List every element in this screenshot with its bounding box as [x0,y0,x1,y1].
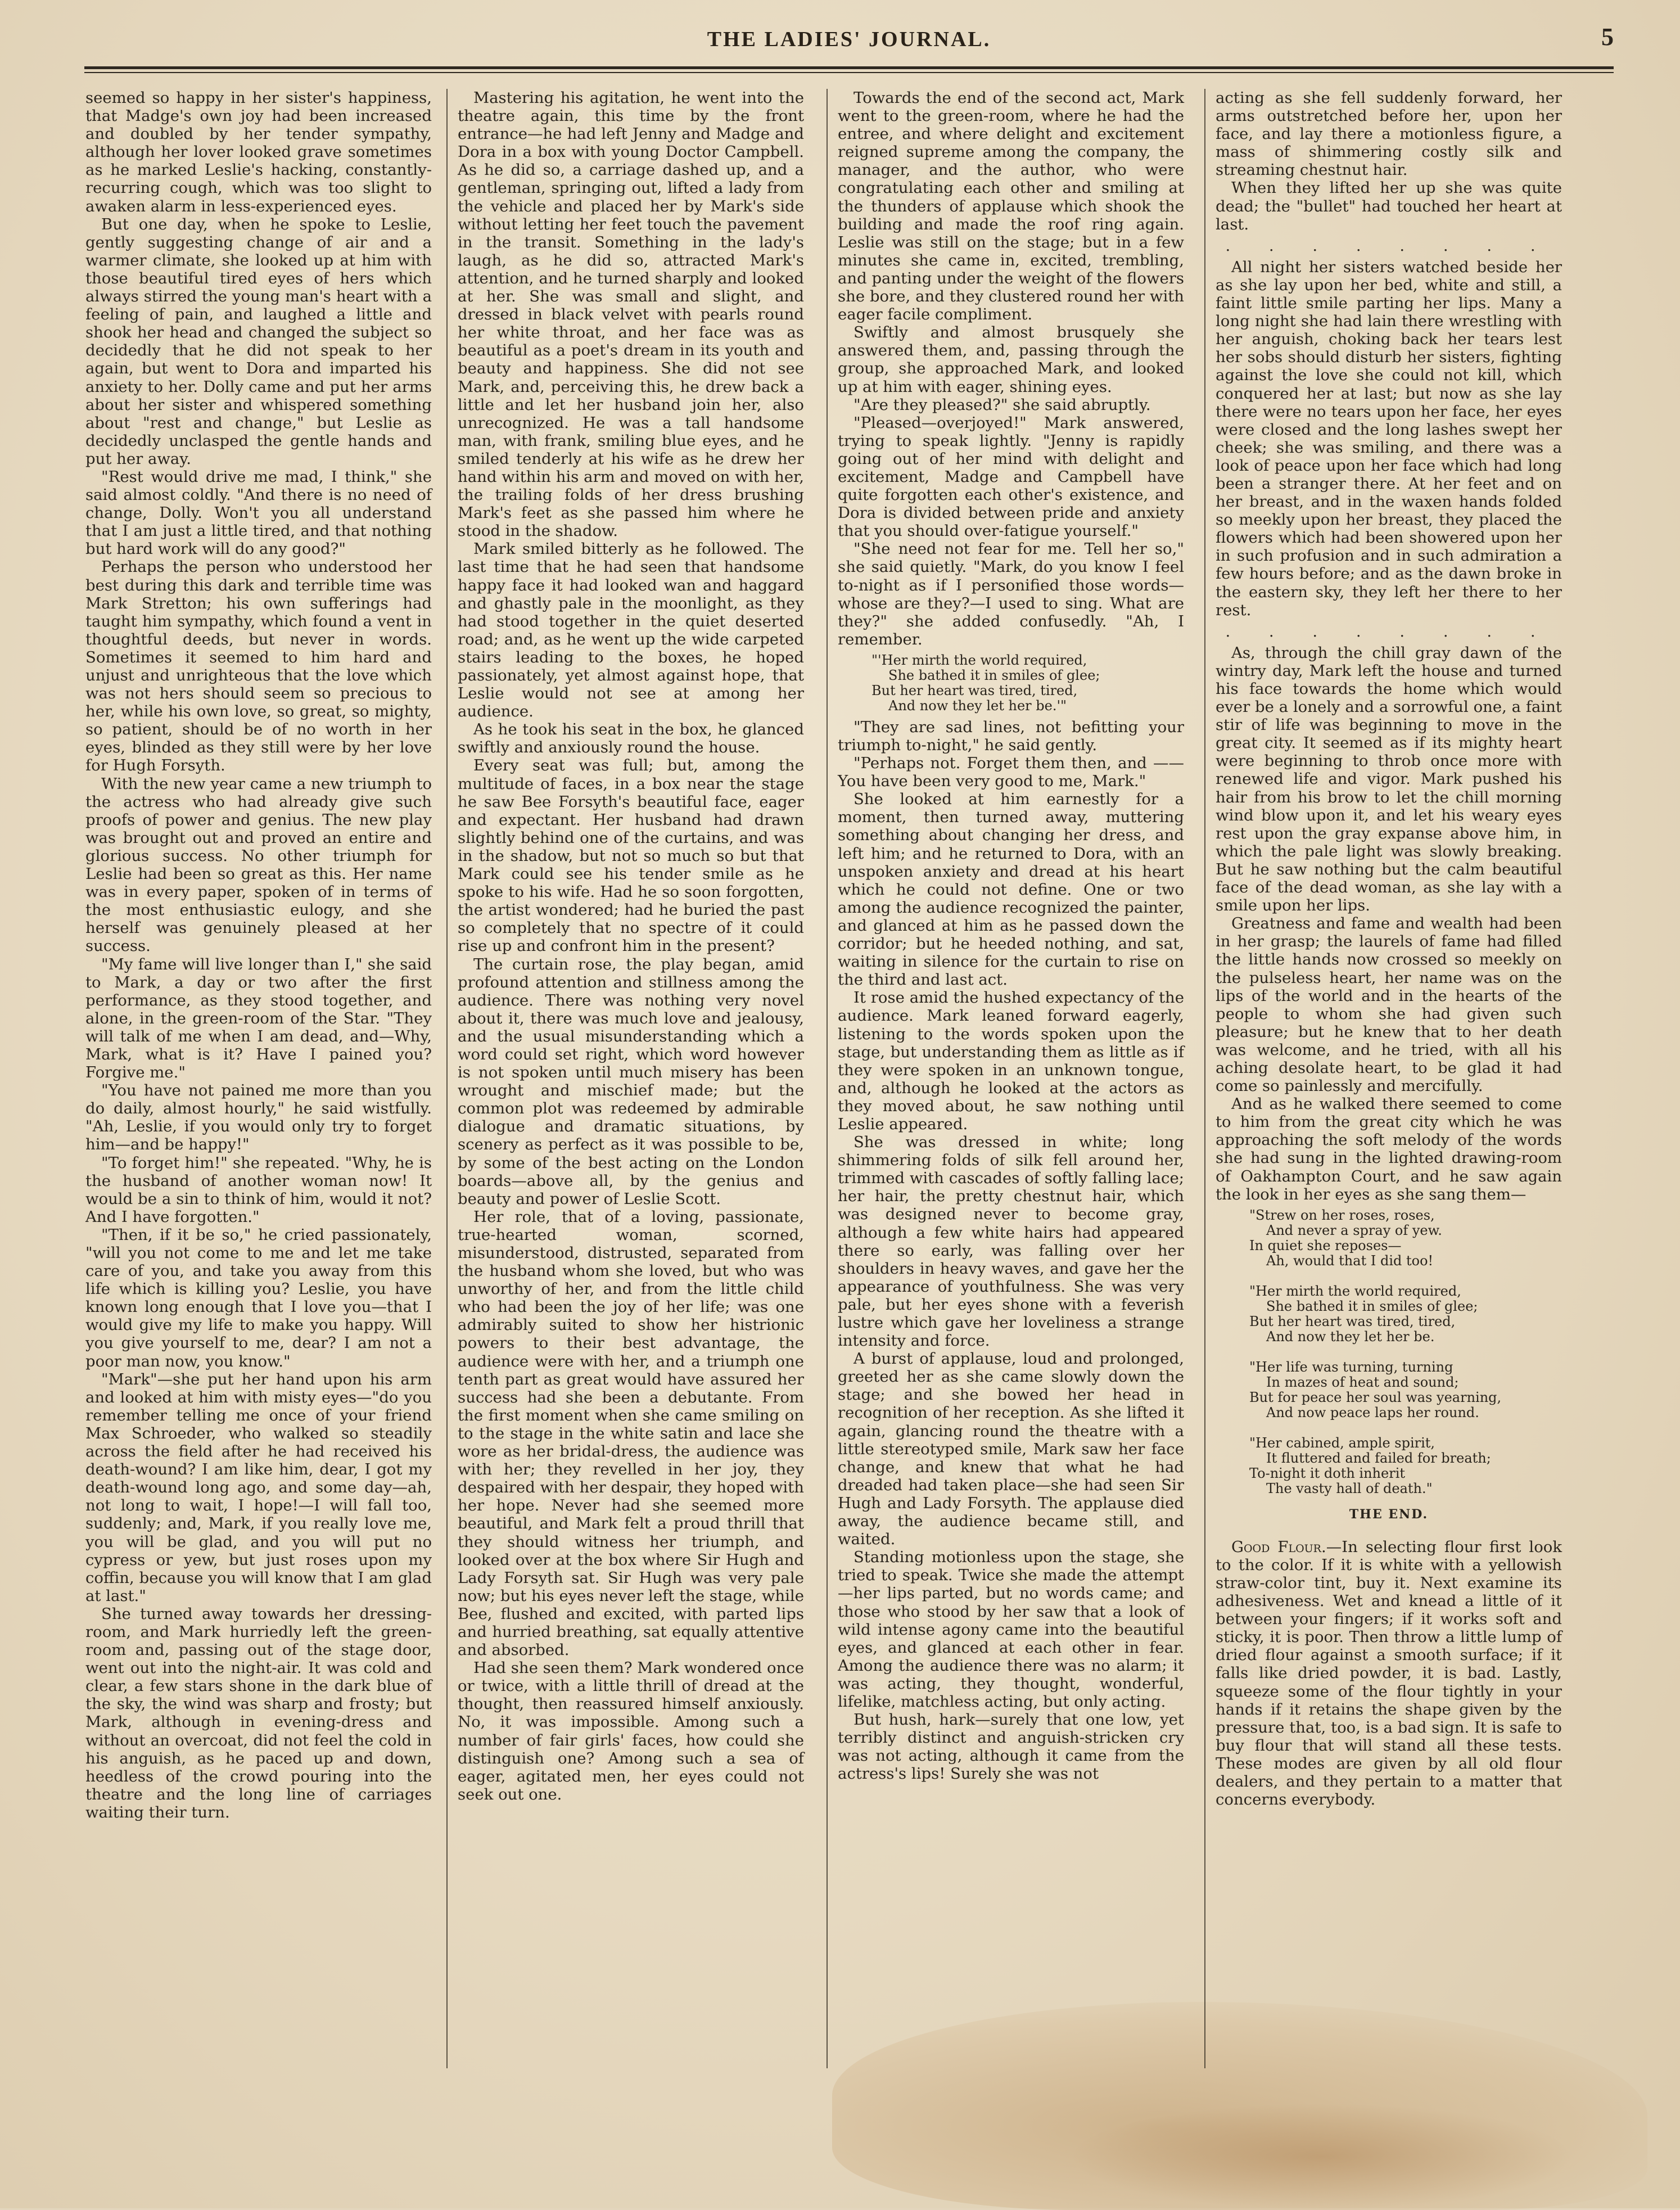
flour-article [1216,1538,1562,1808]
column-1 [85,89,432,1821]
article-heading: Good Flour. [1231,1537,1326,1556]
paragraph: "Are they pleased?" she said abruptly. [853,395,1151,414]
paragraph: "They are sad lines, not befitting your triumph to-night," he said gently. [838,718,1184,754]
verse-line: But her heart was tired, tired, [1249,1313,1456,1329]
header-rule-thin [84,72,1614,73]
paragraph: "Pleased—overjoyed!" Mark answered, trying to speak lightly. "Jenny is rapidly going out of her mind with delight and excitement, Madge and Campbell have quite forgotten each other's existence, and Dora is divided between pride and anxiety that you should over-fatigue yourself." [838,413,1184,540]
verse-line: "'Her mirth the world required, [871,652,1087,668]
paragraph: Swiftly and almost brusquely she answered them, and, passing through the group, she approached Mark, and looked up at him with eager, shining eyes. [838,323,1184,396]
verse-line: And now they let her be. [1266,1328,1435,1345]
paragraph: Towards the end of the second act, Mark went to the green-room, where he had the entree, and where delight and excitement reigned supreme among the company, the manager, and the author, who were congratulating each other and smiling at the thunders of applause which shook the building and made the roof ring again. Leslie was still on the stage; but in a few minutes she came in, excited, trembling, and panting under the weight of the flowers she bore, and they clustered round her with eager facile compliment. [838,89,1184,324]
paragraph: As, through the chill gray dawn of the wintry day, Mark left the house and turned his face towards the home which would ever be a lonely and a sorrowful one, a faint stir of life was beginning to move in the great city. It seemed as if its mighty heart were beginning to throb once more with renewed life and vigor. Mark pushed his hair from his brow to let the chill morning wind blow upon it, and let his weary eyes rest upon the gray expanse above him, in which the pale light was slowly breaking. But he saw nothing but the calm beautiful face of the dead woman, as she lay with a smile upon her lips. [1216,643,1562,915]
verse-line: It fluttered and failed for breath; [1266,1450,1491,1466]
header-rule [84,66,1614,69]
column-divider [446,89,448,2068]
paragraph: Every seat was full; but, among the multitude of faces, in a box near the stage he saw Bee Forsyth's beautiful face, eager and expectant. Her husband had drawn slightly behind one of the curtains, and was in the shadow, but not so much so but that Mark could see his tender smile as he spoke to his wife. Had he so soon forgotten, the artist wondered; had he buried the past so completely that no spectre of it could rise up and confront him in the present? [458,756,804,955]
verse-line: In quiet she reposes— [1249,1237,1402,1253]
verse-line: And now they let her be.'" [888,697,1067,714]
paragraph: "My fame will live longer than I," she said to Mark, a day or two after the first performance, as they stood together, and alone, in the green-room of the Star. "They will talk of me when I am dead, and—Why, Mark, what is it? Have I pained you? Forgive me." [85,955,432,1082]
paragraph: "Then, if it be so," he cried passionately, "will you not come to me and let me take care of you, and take you away from this life which is killing you? Leslie, you have known long enough that I love you—that I would give my life to make you happy. Will you give yourself to me, dear? I am not a poor man now, you know." [85,1225,432,1370]
paragraph: acting as she fell suddenly forward, her arms outstretched before her, upon her face, and lay there a motionless figure, a mass of shimmering costly silk and streaming chestnut hair. [1216,89,1562,179]
paragraph: "Perhaps not. Forget them then, and —— You have been very good to me, Mark." [838,754,1184,791]
paragraph: "You have not pained me more than you do daily, almost hourly," he said wistfully. "Ah, Leslie, if you would only try to forget him—and be happy!" [85,1081,432,1154]
column-divider [827,89,828,2068]
paragraph: And as he walked there seemed to come to him from the great city which he was approaching the soft melody of the words she had sung in the lighted drawing-room of Oakhampton Court, and he saw again the look in her eyes as she sang them— [1216,1095,1562,1203]
poem [1249,1208,1562,1496]
paragraph: She was dressed in white; long shimmering folds of silk fell around her, trimmed with cascades of softly falling lace; her hair, the pretty chestnut hair, which was designed never to become gray, although a few white hairs had appeared there so early, was falling over her shoulders in heavy waves, and gave her the appearance of youthfulness. She was very pale, but her eyes shone with a feverish lustre which gave her loveliness a strange intensity and force. [838,1133,1184,1350]
verse-line: And now peace laps her round. [1266,1404,1479,1420]
paragraph: Mastering his agitation, he went into the theatre again, this time by the front entrance—he had left Jenny and Madge and Dora in a box with young Doctor Campbell. As he did so, a carriage dashed up, and a gentleman, springing out, lifted a lady from the vehicle and placed her by Mark's side without letting her feet touch the pavement in the transit. Something in the lady's laugh, as he did so, attracted Mark's attention, and he turned sharply and looked at her. She was small and slight, and dressed in black velvet with pearls round her white throat, and her face was as beautiful as a poet's dream in its youth and beauty and happiness. She did not see Mark, and, perceiving this, he drew back a little and let her husband join her, also unrecognized. He was a tall handsome man, with frank, smiling blue eyes, and he smiled tenderly at his wife as he drew her hand within his arm and moved on with her, the trailing folds of her dress brushing Mark's feet as she passed him where he stood in the shadow. [458,89,804,540]
verse-line: "Her mirth the world required, [1249,1283,1461,1299]
paragraph: "She need not fear for me. Tell her so," she said quietly. "Mark, do you know I feel to-night as if I personified those words—whose are they?—I used to sing. What are they?" she added confusedly. "Ah, I remember. [838,540,1184,648]
verse-line: She bathed it in smiles of glee; [888,667,1100,683]
paragraph: But one day, when he spoke to Leslie, gently suggesting change of air and a warmer climate, she looked up at him with those beautiful tired eyes of hers which always stirred the young man's heart with a feeling of pain, and laughed a little and shook her head and changed the subject so decidedly that he did not speak to her again, but went to Dora and imparted his anxiety to her. Dolly came and put her arms about her sister and whispered something about "rest and change," but Leslie as decidedly unclasped the gentle hands and put her away. [85,215,432,468]
verse-line: "Her cabined, ample spirit, [1249,1435,1435,1451]
verse-line: "Strew on her roses, roses, [1249,1207,1435,1223]
paragraph: Perhaps the person who understood her best during this dark and terrible time was Mark Stretton; his own sufferings had taught him sympathy, which found a vent in thoughtful deeds, but never in words. Sometimes it seemed to him hard and unjust and unrighteous that the love which was not hers should seem so precious to her, while his own love, so great, so mighty, so patient, should be of no worth in her eyes, blinded as they still were by her love for Hugh Forsyth. [85,558,432,775]
verse-line: And never a spray of yew. [1266,1222,1442,1238]
paragraph: She turned away towards her dressing-room, and Mark hurriedly left the green-room and, passing out of the stage door, went out into the night-air. It was cold and clear, a few stars shone in the dark blue of the sky, the wind was sharp and frosty; but Mark, although in evening-dress and without an overcoat, did not feel the cold in his anguish, as he paced up and down, heedless of the crowd pouring into the theatre and the long line of carriages waiting their turn. [85,1604,432,1821]
paragraph: "To forget him!" she repeated. "Why, he is the husband of another woman now! It would be a sin to think of him, would it not? And I have forgotten." [85,1153,432,1226]
article-body: —In selecting flour first look to the color. If it is white with a yellowish straw-color tint, buy it. Next examine its adhesiveness. Wet and knead a little of it between your fingers; if it works soft and sticky, it is poor. Then throw a little lump of dried flour against a smooth surface; if it falls like dried powder, it is bad. Lastly, squeeze some of the flour tightly in your hands if it retains the shape given by the pressure that, too, is a bad sign. It is safe to buy flour that will stand all these tests. These modes are given by all old flour dealers, and they pertain to a matter that concerns everybody. [1216,1537,1562,1809]
paragraph: Had she seen them? Mark wondered once or twice, with a little thrill of dread at the thought, then reassured himself anxiously. No, it was impossible. Among such a number of fair girls' faces, how could she distinguish one? Among such a sea of eager, agitated men, her eyes could not seek out one. [458,1659,804,1803]
paragraph: She looked at him earnestly for a moment, then turned away, muttering something about changing her dress, and left him; and he returned to Dora, with an unspoken anxiety and dread at his heart which he could not define. One or two among the audience recognized the painter, and glanced at him as he passed down the corridor; but he heeded nothing, and sat, waiting in silence for the curtain to rise on the third and last act. [838,790,1184,989]
column-4 [1216,89,1562,1808]
verse-line: She bathed it in smiles of glee; [1266,1298,1478,1314]
paragraph: "Rest would drive me mad, I think," she said almost coldly. "And there is no need of change, Dolly. Won't you all understand that I am just a little tired, and that nothing but hard work will do any good?" [85,467,432,558]
paragraph: But hush, hark—surely that one low, yet terribly distinct and anguish-stricken cry was not acting, although it came from the actress's lips! Surely she was not [838,1711,1184,1783]
page-header [84,22,1614,62]
paragraph: Her role, that of a loving, passionate, true-hearted woman, scorned, misunderstood, distrusted, separated from the husband whom she loved, but who was unworthy of her, and from the little child who had been the joy of her life; was one admirably suited to show her histrionic powers to their best advantage, the audience were with her, and a triumph one tenth part as great would have assured her success had she been a debutante. From the first moment when she came smiling on to the stage in the white satin and lace she wore as her bridal-dress, the audience was with her; they revelled in her joy, they despaired with her despair, they hoped with her hope. Never had she seemed more beautiful, and Mark felt a proud thrill that they should witness her triumph, and looked over at the box where Sir Hugh and Lady Forsyth sat. Sir Hugh was very pale now; but his eyes never left the stage, while Bee, flushed and excited, with parted lips and hurried breathing, sat equally attentive and absorbed. [458,1207,804,1659]
verse-line: Ah, would that I did too! [1266,1252,1434,1269]
verse-quote [871,653,1184,714]
story-end-marker: THE END. [1349,1507,1429,1522]
paragraph: Standing motionless upon the stage, she tried to speak. Twice she made the attempt—her lips parted, but no words came; and those who stood by her saw that a look of wild intense agony came into the beautiful eyes, and glanced at each other in fear. Among the audience there was no alarm; it was acting, they thought, wonderful, lifelike, matchless acting, but only acting. [838,1548,1184,1711]
verse-line: To-night it doth inherit [1249,1465,1406,1481]
journal-title: THE LADIES' JOURNAL. [707,28,991,51]
paragraph: The curtain rose, the play began, amid profound attention and stillness among the audience. There was nothing very novel about it, there was much love and jealousy, and the usual misunderstanding which a word could set right, which word however is not spoken until much misery has been wrought and mischief made; but the common plot was redeemed by admirable dialogue and dramatic situations, by scenery as perfect as it was possible to be, by some of the best acting on the London boards—above all, by the genius and beauty and power of Leslie Scott. [458,955,804,1208]
paragraph: "Mark"—she put her hand upon his arm and looked at him with misty eyes—"do you remember telling me once of your friend Max Schroeder, who walked so steadily across the field after he had received his death-wound? I am like him, dear, I got my death-wound long ago, and some day—ah, not long to wait, I hope!—I will fall too, suddenly; and, Mark, if you really love me, you will be glad, and you will put no cypress or yew, but just roses upon my coffin, because you will know that I am glad at last." [85,1370,432,1605]
section-break: . . . . . . . . [1225,236,1552,255]
water-stain-dark [1068,2103,1574,2210]
column-3 [838,89,1184,1783]
column-divider [1204,89,1205,2068]
section-break: . . . . . . . . [1225,622,1552,641]
paragraph: With the new year came a new triumph to the actress who had already give such proofs of power and genius. The new play was brought out and proved an entire and glorious success. No other triumph for Leslie had been so great as this. Her name was in every paper, spoken of in terms of the most enthusiastic eulogy, and she herself was genuinely pleased at her success. [85,774,432,955]
paragraph: seemed so happy in her sister's happiness, that Madge's own joy had been increased and doubled by her tender sympathy, although her lover looked grave sometimes as he marked Leslie's hacking, constantly-recurring cough, which was too slight to awaken alarm in less-experienced eyes. [85,89,432,215]
paragraph: As he took his seat in the box, he glanced swiftly and anxiously round the house. [458,720,804,757]
verse-line: The vasty hall of death." [1266,1480,1433,1496]
verse-line: "Her life was turning, turning [1249,1359,1453,1375]
paragraph: Greatness and fame and wealth had been in her grasp; the laurels of fame had filled the little hands now crossed so meekly on the pulseless heart, her name was on the lips of the world and in the hearts of the people to whom she had given such pleasure; but he knew that to her death was welcome, and he tried, with all his aching desolate heart, to be glad it had come so painlessly and mercifully. [1216,914,1562,1095]
paragraph: Mark smiled bitterly as he followed. The last time that he had seen that handsome happy face it had looked wan and haggard and ghastly pale in the moonlight, as they had stood together in the quiet deserted road; and, as he went up the wide carpeted stairs leading to the boxes, he hoped passionately, yet almost against hope, that Leslie would not see at among her audience. [458,540,804,721]
verse-line: But for peace her soul was yearning, [1249,1389,1502,1405]
paragraph: A burst of applause, loud and prolonged, greeted her as she came slowly down the stage; and she bowed her head in recognition of her reception. As she lifted it again, glancing round the theatre with a little stereotyped smile, Mark saw her face change, and knew that what he had dreaded had taken place—she had seen Sir Hugh and Lady Forsyth. The applause died away, the audience became still, and waited. [838,1350,1184,1549]
paragraph: It rose amid the hushed expectancy of the audience. Mark leaned forward eagerly, listening to the words spoken upon the stage, but understanding them as little as if they were spoken in an unknown tongue, and, although he looked at the actors as they moved about, he saw nothing until Leslie appeared. [838,989,1184,1133]
paragraph: All night her sisters watched beside her as she lay upon her bed, white and still, a faint little smile parting her lips. Many a long night she had lain there wrestling with her anguish, choking back her tears lest her sobs should disturb her sisters, fighting against the love she could not kill, which conquered her at last; but now as she lay there were no tears upon her face, her eyes were closed and the long lashes swept her cheek; she was smiling, and there was a look of peace upon her face which had long been a stranger there. At her feet and on her breast, and in the waxen hands folded so meekly upon her breast, they placed the flowers which had been showered upon her in such profusion and in such admiration a few hours before; and as the dawn broke in the eastern sky, they left her there to her rest. [1216,258,1562,619]
verse-line: But her heart was tired, tired, [871,682,1078,698]
paragraph: When they lifted her up she was quite dead; the "bullet" had touched her heart at last. [1216,179,1562,233]
page-number: 5 [1601,23,1614,51]
verse-line: In mazes of heat and sound; [1266,1374,1459,1390]
column-2 [458,89,804,1803]
